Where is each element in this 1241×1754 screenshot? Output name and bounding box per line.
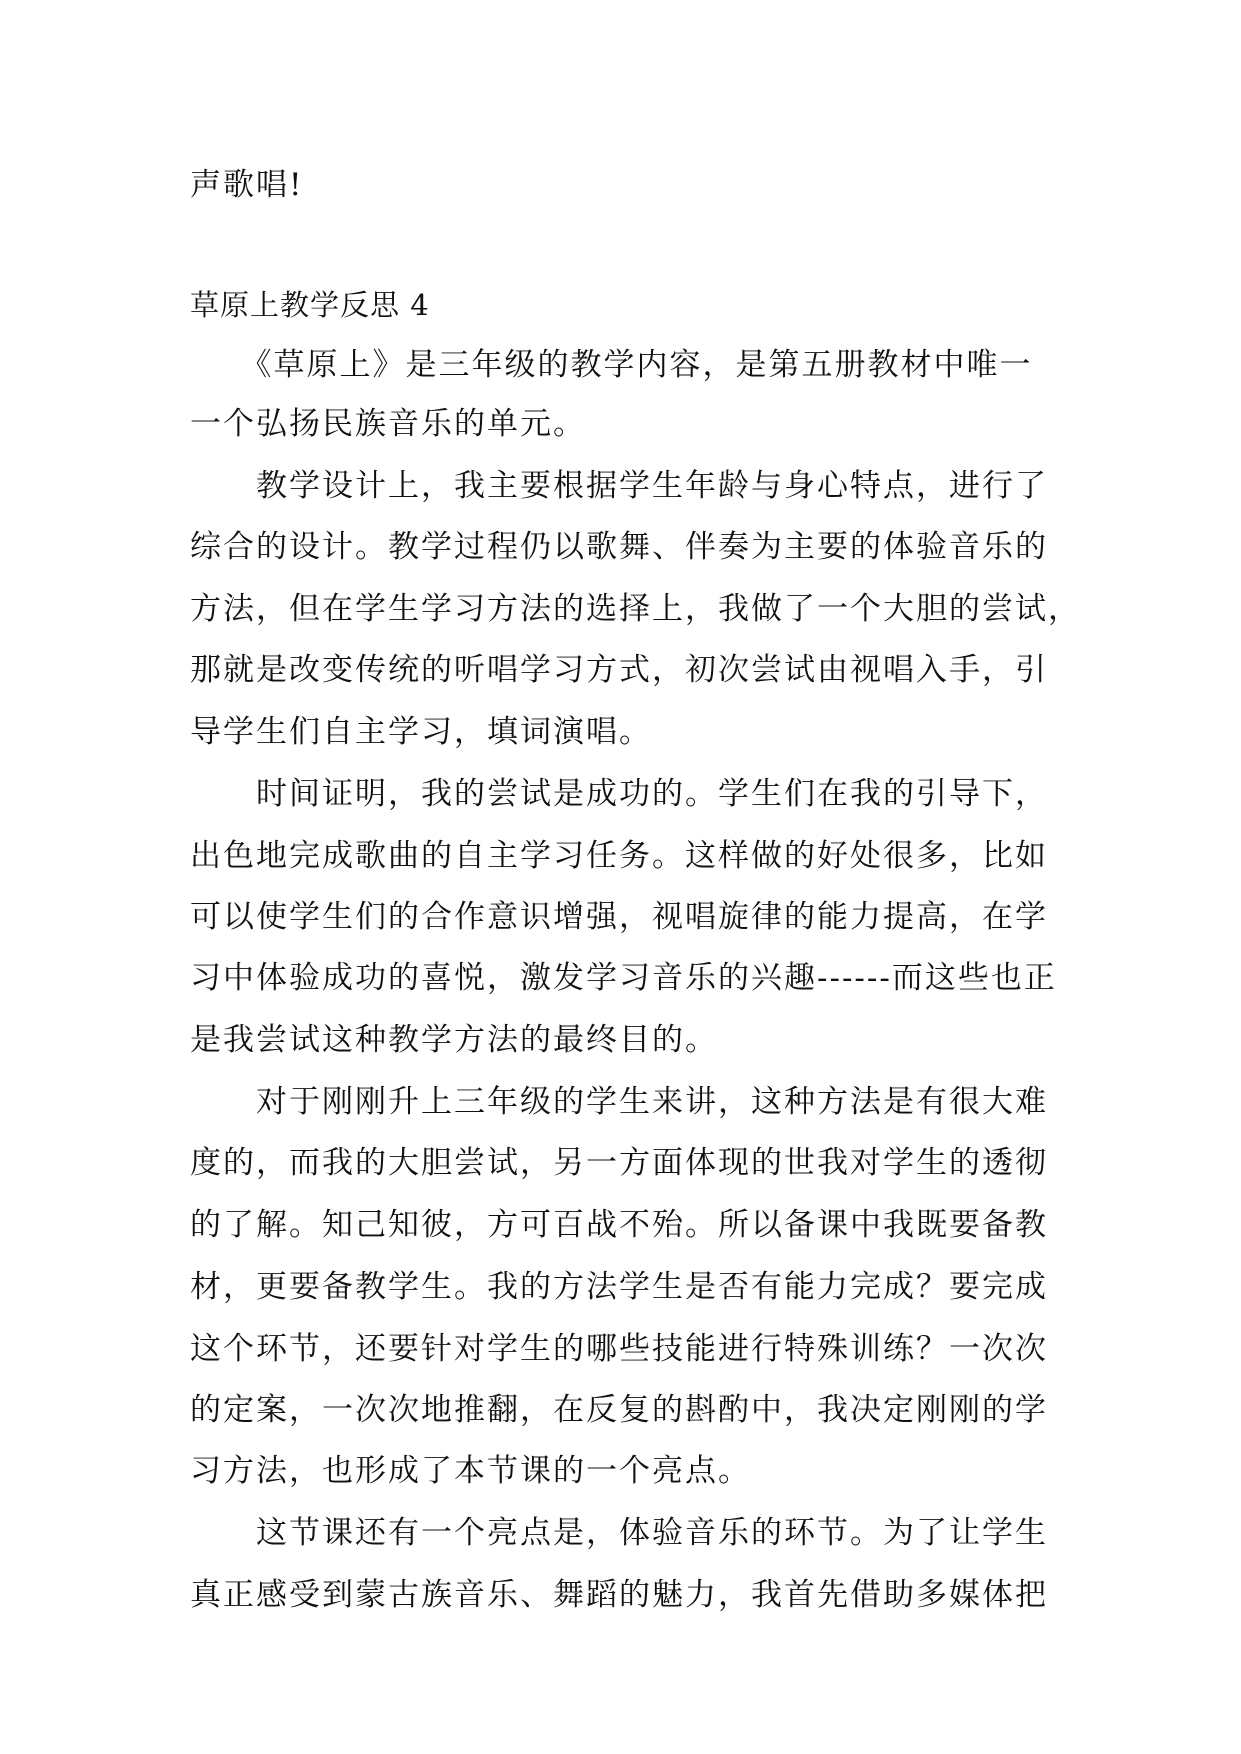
text-line: 那就是改变传统的听唱学习方式，初次尝试由视唱入手，引	[190, 652, 1048, 688]
text-line: 方法，但在学生学习方法的选择上，我做了一个大胆的尝试，	[190, 591, 1081, 627]
text-line: 一个弘扬民族音乐的单元。	[190, 406, 586, 442]
section-heading: 草原上教学反思 4	[190, 288, 430, 322]
text-line: 真正感受到蒙古族音乐、舞蹈的魅力，我首先借助多媒体把	[190, 1577, 1048, 1613]
text-line: 的了解。知己知彼，方可百战不殆。所以备课中我既要备教	[190, 1207, 1048, 1243]
text-line: 度的，而我的大胆尝试，另一方面体现的世我对学生的透彻	[190, 1145, 1048, 1181]
text-line: 对于刚刚升上三年级的学生来讲，这种方法是有很大难	[190, 1084, 1048, 1120]
text-line: 导学生们自主学习，填词演唱。	[190, 714, 652, 750]
text-line: 这个环节，还要针对学生的哪些技能进行特殊训练？一次次	[190, 1331, 1048, 1367]
text-line: 的定案，一次次地推翻，在反复的斟酌中，我决定刚刚的学	[190, 1392, 1048, 1428]
text-line: 出色地完成歌曲的自主学习任务。这样做的好处很多，比如	[190, 838, 1048, 874]
text-line: 是我尝试这种教学方法的最终目的。	[190, 1022, 718, 1058]
text-line: 时间证明，我的尝试是成功的。学生们在我的引导下，	[190, 776, 1048, 812]
text-line: 材，更要备教学生。我的方法学生是否有能力完成？要完成	[190, 1269, 1048, 1305]
text-line: 声歌唱!	[190, 167, 304, 203]
text-line: 《草原上》是三年级的教学内容，是第五册教材中唯一	[190, 347, 1033, 383]
text-line: 习方法，也形成了本节课的一个亮点。	[190, 1453, 751, 1489]
text-line: 教学设计上，我主要根据学生年龄与身心特点，进行了	[190, 468, 1048, 504]
text-line: 综合的设计。教学过程仍以歌舞、伴奏为主要的体验音乐的	[190, 529, 1048, 565]
text-line: 这节课还有一个亮点是，体验音乐的环节。为了让学生	[190, 1515, 1048, 1551]
text-line: 可以使学生们的合作意识增强，视唱旋律的能力提高，在学	[190, 899, 1048, 935]
text-line: 习中体验成功的喜悦，激发学习音乐的兴趣------而这些也正	[190, 960, 1057, 996]
